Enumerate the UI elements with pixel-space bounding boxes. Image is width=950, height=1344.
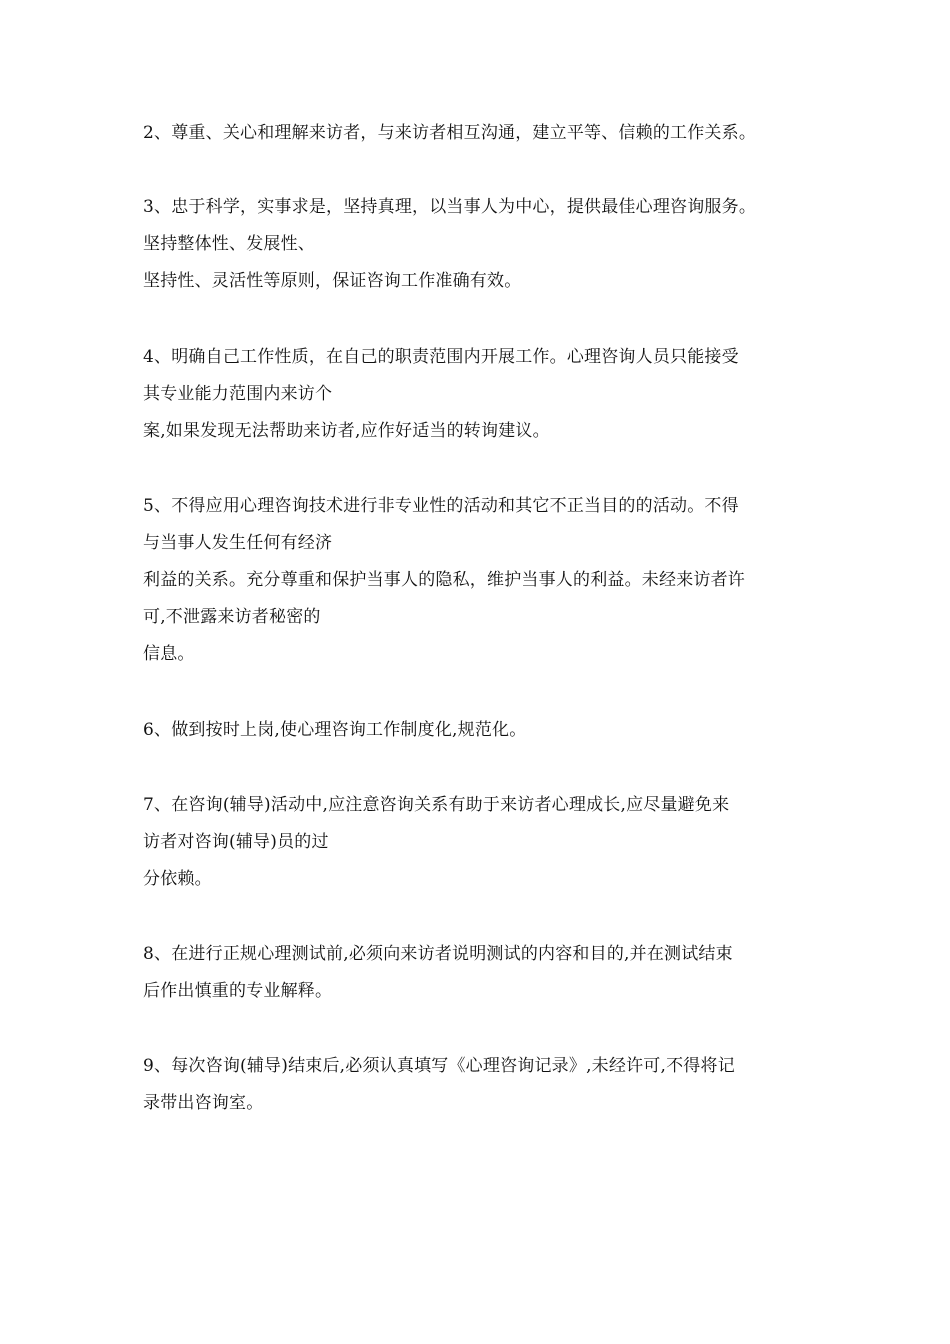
text-line: 访者对咨询(辅导)员的过 bbox=[143, 832, 329, 852]
paragraph-2 bbox=[143, 115, 823, 152]
text-line: 其专业能力范围内来访个 bbox=[143, 384, 333, 404]
paragraph-6 bbox=[143, 712, 823, 749]
text-line: 坚持整体性、发展性、 bbox=[143, 234, 315, 254]
paragraph-4 bbox=[143, 339, 823, 450]
text-line: 后作出慎重的专业解释。 bbox=[143, 981, 333, 1001]
paragraph-3 bbox=[143, 189, 823, 300]
text-line: 信息。 bbox=[143, 644, 195, 664]
paragraph-8 bbox=[143, 936, 823, 1010]
text-line: 9、每次咨询(辅导)结束后,必须认真填写《心理咨询记录》,未经许可,不得将记 bbox=[143, 1056, 735, 1076]
text-line: 可,不泄露来访者秘密的 bbox=[143, 607, 321, 627]
text-line: 6、做到按时上岗,使心理咨询工作制度化,规范化。 bbox=[143, 720, 527, 740]
text-line: 与当事人发生任何有经济 bbox=[143, 533, 333, 553]
text-line: 坚持性、灵活性等原则，保证咨询工作准确有效。 bbox=[143, 271, 522, 291]
paragraph-7 bbox=[143, 787, 823, 898]
paragraph-9 bbox=[143, 1048, 823, 1122]
text-line: 分依赖。 bbox=[143, 869, 212, 889]
text-line: 录带出咨询室。 bbox=[143, 1093, 264, 1113]
text-line: 5、不得应用心理咨询技术进行非专业性的活动和其它不正当目的的活动。不得 bbox=[143, 496, 739, 516]
text-line: 案,如果发现无法帮助来访者,应作好适当的转询建议。 bbox=[143, 421, 550, 441]
text-line: 2、尊重、关心和理解来访者，与来访者相互沟通，建立平等、信赖的工作关系。 bbox=[143, 123, 757, 143]
text-line: 7、在咨询(辅导)活动中,应注意咨询关系有助于来访者心理成长,应尽量避免来 bbox=[143, 795, 730, 815]
text-line: 3、忠于科学，实事求是，坚持真理，以当事人为中心，提供最佳心理咨询服务。 bbox=[143, 197, 757, 217]
text-line: 4、明确自己工作性质，在自己的职责范围内开展工作。心理咨询人员只能接受 bbox=[143, 347, 739, 367]
paragraph-5 bbox=[143, 488, 823, 673]
text-line: 8、在进行正规心理测试前,必须向来访者说明测试的内容和目的,并在测试结束 bbox=[143, 944, 733, 964]
text-line: 利益的关系。充分尊重和保护当事人的隐私，维护当事人的利益。未经来访者许 bbox=[143, 570, 745, 590]
